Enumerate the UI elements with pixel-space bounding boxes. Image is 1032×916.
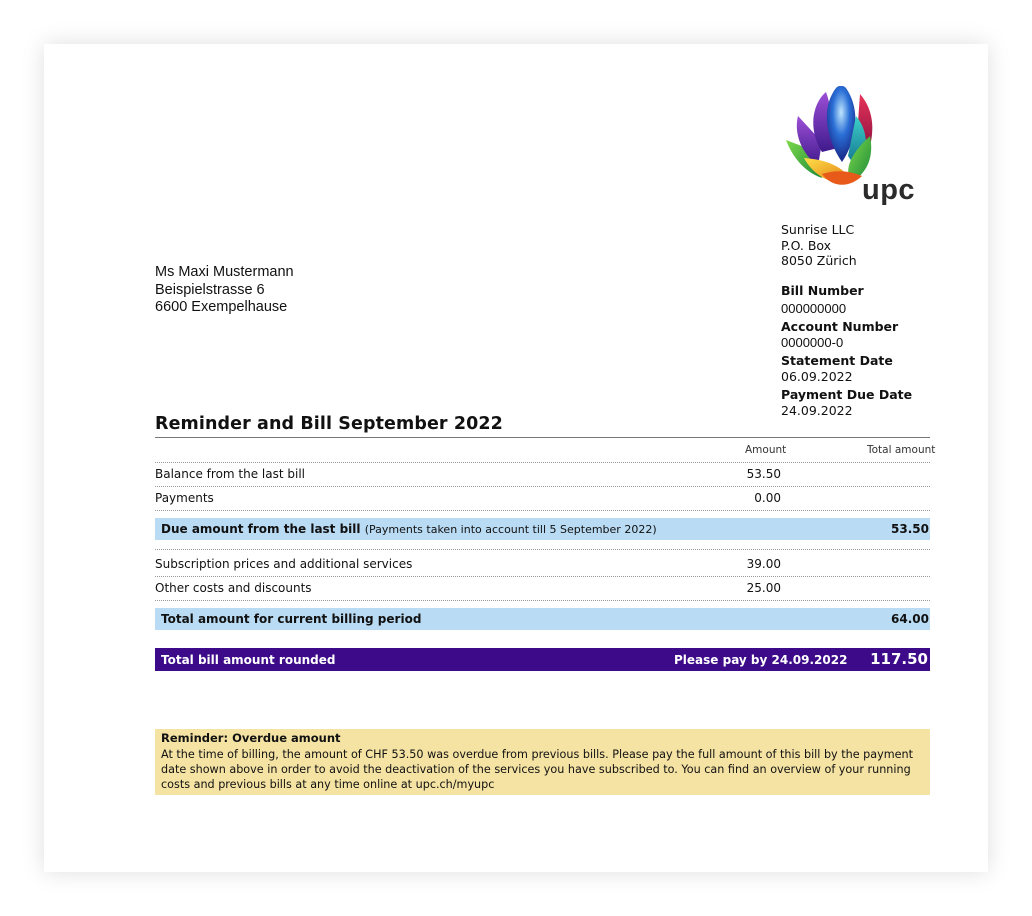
account-number-block (781, 319, 898, 351)
pay-by-text: Please pay by 24.09.2022 (674, 653, 848, 667)
row-amount: 0.00 (754, 491, 781, 505)
statement-date-block (781, 353, 893, 385)
grand-total-value: 117.50 (870, 650, 928, 668)
bill-number-value: 000000000 (781, 301, 847, 316)
statement-date-value: 06.09.2022 (781, 369, 853, 384)
row-divider (155, 600, 930, 601)
row-divider (155, 576, 930, 577)
recipient-street: Beispielstrasse 6 (155, 281, 265, 298)
row-amount: 53.50 (746, 467, 781, 481)
column-header-amount: Amount (745, 444, 787, 456)
payment-due-label: Payment Due Date (781, 387, 913, 402)
row-label: Payments (155, 491, 214, 505)
overdue-reminder-box (155, 729, 930, 795)
due-amount-note: (Payments taken into account till 5 September 2022) (364, 523, 657, 536)
row-label: Other costs and discounts (155, 581, 312, 595)
page-title: Reminder and Bill September 2022 (155, 414, 503, 434)
recipient-address (155, 264, 294, 317)
column-header-total: Total amount (867, 444, 936, 456)
row-divider (155, 510, 930, 511)
period-total-label: Total amount for current billing period (161, 612, 422, 626)
period-total-value: 64.00 (891, 612, 929, 626)
reminder-text: At the time of billing, the amount of CHF 53.50 was overdue from previous bills. Please pay the full amount of this bill by the payment date shown above in order to avoid the deactivation of the services you have subscribed to. You can find an overview of your running costs and previous bills at any time online at upc.ch/myupc (161, 748, 913, 791)
period-total-band (155, 608, 930, 630)
grand-total-bar (155, 648, 930, 671)
sender-pobox: P.O. Box (781, 237, 832, 253)
account-number-value: 0000000-0 (781, 335, 844, 350)
row-label: Subscription prices and additional services (155, 557, 413, 571)
sender-address (781, 222, 857, 269)
recipient-city: 6600 Exempelhause (155, 299, 288, 315)
recipient-name: Ms Maxi Mustermann (155, 264, 294, 280)
due-amount-label (161, 522, 657, 536)
sender-company: Sunrise LLC (781, 222, 855, 237)
row-divider (155, 462, 930, 463)
due-amount-total: 53.50 (891, 522, 929, 536)
bill-number-block (781, 283, 864, 317)
bill-number-label: Bill Number (781, 283, 864, 298)
title-divider (155, 437, 930, 438)
payment-due-value: 24.09.2022 (781, 403, 853, 418)
reminder-title: Reminder: Overdue amount (161, 731, 341, 745)
account-number-label: Account Number (781, 319, 899, 334)
row-amount: 39.00 (746, 557, 781, 571)
grand-total-label: Total bill amount rounded (161, 653, 336, 667)
row-divider (155, 486, 930, 487)
payment-due-block (781, 387, 912, 419)
upc-wordmark: upc (862, 174, 916, 206)
due-amount-band (155, 518, 930, 540)
row-label: Balance from the last bill (155, 467, 305, 481)
row-divider (155, 549, 930, 550)
sender-city: 8050 Zürich (781, 253, 857, 268)
row-amount: 25.00 (746, 581, 781, 595)
statement-date-label: Statement Date (781, 353, 893, 368)
due-amount-title: Due amount from the last bill (161, 522, 361, 536)
